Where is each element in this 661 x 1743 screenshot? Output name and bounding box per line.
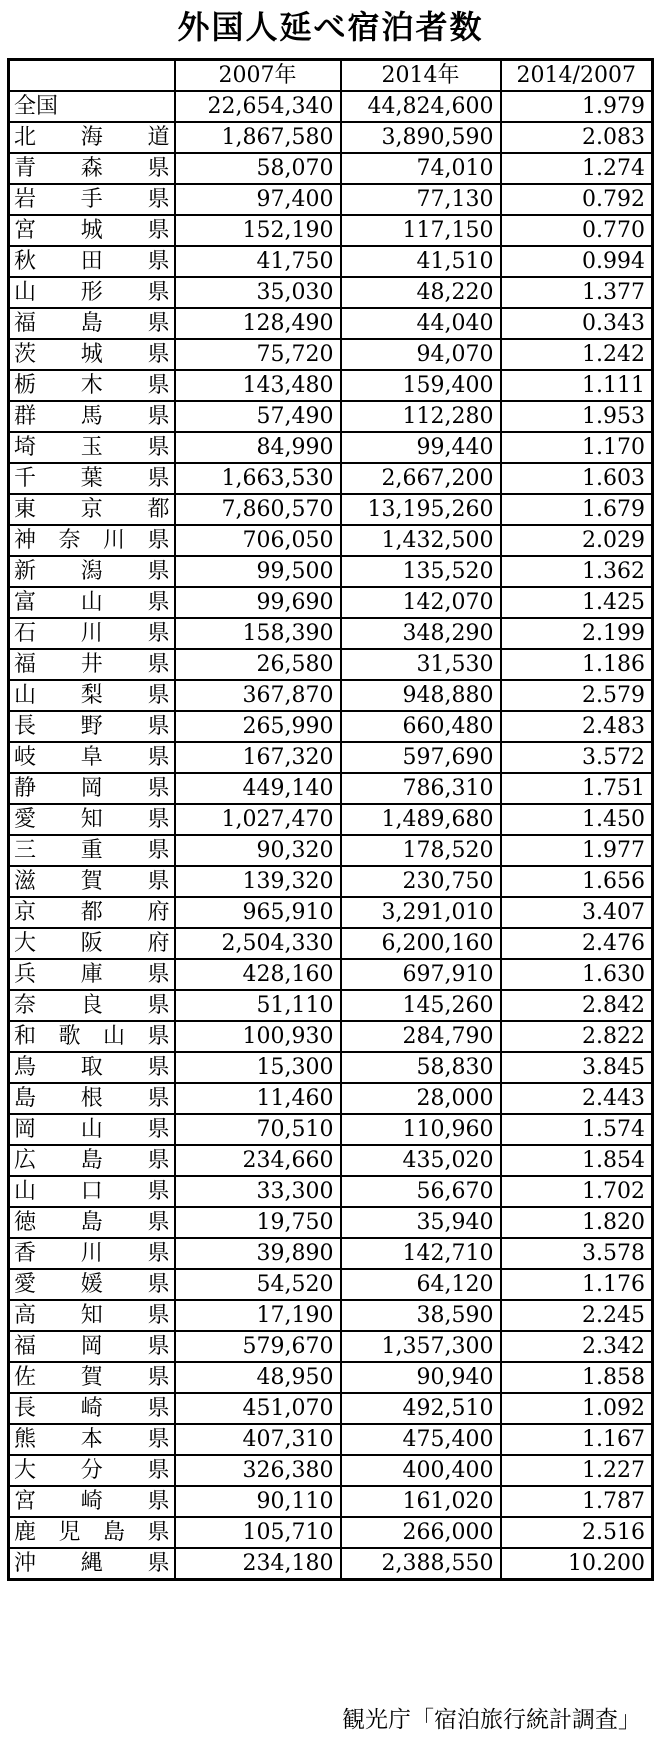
value-2007: 451,070 — [175, 1393, 341, 1424]
ratio-value: 2.822 — [501, 1021, 653, 1052]
prefecture-name — [9, 525, 175, 556]
prefecture-name — [9, 1021, 175, 1052]
prefecture-name-text: 東 京 都 — [14, 497, 170, 522]
prefecture-name-text: 鳥 取 県 — [14, 1055, 170, 1080]
prefecture-name — [9, 649, 175, 680]
ratio-value: 1.167 — [501, 1424, 653, 1455]
prefecture-name-text: 岩 手 県 — [14, 187, 170, 212]
value-2014: 948,880 — [341, 680, 501, 711]
prefecture-name-text: 鹿 児 島 県 — [14, 1520, 170, 1545]
prefecture-name — [9, 494, 175, 525]
prefecture-name — [9, 742, 175, 773]
prefecture-name-text: 長 野 県 — [14, 714, 170, 739]
value-2014: 400,400 — [341, 1455, 501, 1486]
table-row — [9, 649, 653, 680]
value-2014: 178,520 — [341, 835, 501, 866]
value-2007: 51,110 — [175, 990, 341, 1021]
table-row — [9, 308, 653, 339]
table-row — [9, 370, 653, 401]
ratio-value: 3.578 — [501, 1238, 653, 1269]
value-2007: 33,300 — [175, 1176, 341, 1207]
table-row — [9, 711, 653, 742]
ratio-value: 1.362 — [501, 556, 653, 587]
ratio-value: 2.842 — [501, 990, 653, 1021]
ratio-value: 2.245 — [501, 1300, 653, 1331]
value-2014: 2,667,200 — [341, 463, 501, 494]
prefecture-name-text: 栃 木 県 — [14, 373, 170, 398]
value-2014: 35,940 — [341, 1207, 501, 1238]
value-2007: 99,690 — [175, 587, 341, 618]
table-row — [9, 928, 653, 959]
value-2007: 41,750 — [175, 246, 341, 277]
prefecture-name — [9, 339, 175, 370]
header-2007: 2007年 — [175, 60, 341, 92]
ratio-value: 3.572 — [501, 742, 653, 773]
value-2007: 48,950 — [175, 1362, 341, 1393]
value-2014: 284,790 — [341, 1021, 501, 1052]
prefecture-name — [9, 959, 175, 990]
value-2007: 152,190 — [175, 215, 341, 246]
table-row — [9, 897, 653, 928]
prefecture-name-text: 滋 賀 県 — [14, 869, 170, 894]
table-row — [9, 866, 653, 897]
prefecture-name — [9, 246, 175, 277]
prefecture-name — [9, 1455, 175, 1486]
ratio-value: 1.242 — [501, 339, 653, 370]
value-2007: 1,027,470 — [175, 804, 341, 835]
value-2014: 660,480 — [341, 711, 501, 742]
ratio-value: 0.343 — [501, 308, 653, 339]
prefecture-name — [9, 1052, 175, 1083]
value-2007: 84,990 — [175, 432, 341, 463]
ratio-value: 1.953 — [501, 401, 653, 432]
prefecture-name-text: 山 梨 県 — [14, 683, 170, 708]
table-row — [9, 835, 653, 866]
value-2014: 1,357,300 — [341, 1331, 501, 1362]
prefecture-name-text: 愛 知 県 — [14, 807, 170, 832]
prefecture-name — [9, 1393, 175, 1424]
prefecture-name — [9, 1362, 175, 1393]
ratio-value: 1.574 — [501, 1114, 653, 1145]
value-2014: 56,670 — [341, 1176, 501, 1207]
header-ratio: 2014/2007 — [501, 60, 653, 92]
prefecture-name-text: 大 阪 府 — [14, 931, 170, 956]
value-2007: 19,750 — [175, 1207, 341, 1238]
value-2007: 11,460 — [175, 1083, 341, 1114]
prefecture-name — [9, 1207, 175, 1238]
ratio-value: 1.751 — [501, 773, 653, 804]
value-2007: 965,910 — [175, 897, 341, 928]
prefecture-name-text: 広 島 県 — [14, 1148, 170, 1173]
prefecture-name-text: 北 海 道 — [14, 125, 170, 150]
prefecture-name — [9, 711, 175, 742]
prefecture-name-text: 徳 島 県 — [14, 1210, 170, 1235]
prefecture-name-text: 佐 賀 県 — [14, 1365, 170, 1390]
prefecture-name — [9, 1424, 175, 1455]
value-2007: 7,860,570 — [175, 494, 341, 525]
value-2014: 786,310 — [341, 773, 501, 804]
table-row — [9, 215, 653, 246]
prefecture-name-text: 新 潟 県 — [14, 559, 170, 584]
prefecture-name — [9, 1145, 175, 1176]
ratio-value: 0.792 — [501, 184, 653, 215]
prefecture-name-text: 福 島 県 — [14, 311, 170, 336]
prefecture-name-text: 石 川 県 — [14, 621, 170, 646]
prefecture-name-text: 山 形 県 — [14, 280, 170, 305]
prefecture-name-text: 岡 山 県 — [14, 1117, 170, 1142]
table-row — [9, 339, 653, 370]
table-row — [9, 1486, 653, 1517]
value-2014: 159,400 — [341, 370, 501, 401]
prefecture-name — [9, 1114, 175, 1145]
value-2014: 31,530 — [341, 649, 501, 680]
prefecture-name — [9, 618, 175, 649]
value-2014: 435,020 — [341, 1145, 501, 1176]
table-row — [9, 246, 653, 277]
table-row — [9, 463, 653, 494]
prefecture-name — [9, 153, 175, 184]
value-2014: 58,830 — [341, 1052, 501, 1083]
prefecture-name-text: 福 井 県 — [14, 652, 170, 677]
value-2007: 2,504,330 — [175, 928, 341, 959]
table-row — [9, 990, 653, 1021]
prefecture-name-text: 岐 阜 県 — [14, 745, 170, 770]
prefecture-name — [9, 401, 175, 432]
ratio-value: 2.476 — [501, 928, 653, 959]
value-2007: 90,320 — [175, 835, 341, 866]
value-2007: 97,400 — [175, 184, 341, 215]
ratio-value: 1.858 — [501, 1362, 653, 1393]
value-2007: 139,320 — [175, 866, 341, 897]
prefecture-name-text: 福 岡 県 — [14, 1334, 170, 1359]
prefecture-name-text: 青 森 県 — [14, 156, 170, 181]
value-2014: 74,010 — [341, 153, 501, 184]
prefecture-name-text: 和 歌 山 県 — [14, 1024, 170, 1049]
value-2007: 326,380 — [175, 1455, 341, 1486]
value-2014: 117,150 — [341, 215, 501, 246]
prefecture-name-text: 山 口 県 — [14, 1179, 170, 1204]
value-2014: 41,510 — [341, 246, 501, 277]
prefecture-name-text: 島 根 県 — [14, 1086, 170, 1111]
ratio-value: 2.342 — [501, 1331, 653, 1362]
value-2014: 492,510 — [341, 1393, 501, 1424]
prefecture-name — [9, 587, 175, 618]
table-row — [9, 1393, 653, 1424]
prefecture-name — [9, 370, 175, 401]
prefecture-name-text: 神 奈 川 県 — [14, 528, 170, 553]
prefecture-name: 全国 — [9, 91, 175, 122]
value-2007: 15,300 — [175, 1052, 341, 1083]
table-row — [9, 1455, 653, 1486]
prefecture-name — [9, 184, 175, 215]
prefecture-name — [9, 308, 175, 339]
value-2014: 2,388,550 — [341, 1548, 501, 1580]
ratio-value: 1.979 — [501, 91, 653, 122]
prefecture-name — [9, 215, 175, 246]
value-2007: 54,520 — [175, 1269, 341, 1300]
value-2014: 697,910 — [341, 959, 501, 990]
value-2007: 407,310 — [175, 1424, 341, 1455]
value-2007: 26,580 — [175, 649, 341, 680]
table-row — [9, 1424, 653, 1455]
value-2014: 38,590 — [341, 1300, 501, 1331]
value-2007: 128,490 — [175, 308, 341, 339]
value-2007: 99,500 — [175, 556, 341, 587]
ratio-value: 1.854 — [501, 1145, 653, 1176]
table-row — [9, 91, 653, 122]
value-2007: 234,660 — [175, 1145, 341, 1176]
table-row — [9, 618, 653, 649]
table-row — [9, 587, 653, 618]
value-2014: 44,824,600 — [341, 91, 501, 122]
value-2007: 265,990 — [175, 711, 341, 742]
value-2014: 348,290 — [341, 618, 501, 649]
prefecture-name — [9, 1300, 175, 1331]
prefecture-name — [9, 122, 175, 153]
prefecture-name — [9, 1238, 175, 1269]
ratio-value: 1.656 — [501, 866, 653, 897]
prefecture-name — [9, 432, 175, 463]
prefecture-name — [9, 866, 175, 897]
ratio-value: 1.787 — [501, 1486, 653, 1517]
table-row — [9, 1269, 653, 1300]
prefecture-name — [9, 1548, 175, 1580]
value-2014: 142,070 — [341, 587, 501, 618]
table-row — [9, 401, 653, 432]
prefecture-name-text: 長 崎 県 — [14, 1396, 170, 1421]
prefecture-name-text: 香 川 県 — [14, 1241, 170, 1266]
prefecture-name-text: 埼 玉 県 — [14, 435, 170, 460]
value-2014: 1,489,680 — [341, 804, 501, 835]
ratio-value: 1.092 — [501, 1393, 653, 1424]
value-2007: 1,867,580 — [175, 122, 341, 153]
prefecture-name — [9, 463, 175, 494]
prefecture-name-text: 秋 田 県 — [14, 249, 170, 274]
value-2014: 64,120 — [341, 1269, 501, 1300]
value-2007: 167,320 — [175, 742, 341, 773]
prefecture-name — [9, 990, 175, 1021]
table-row — [9, 1083, 653, 1114]
value-2007: 39,890 — [175, 1238, 341, 1269]
ratio-value: 1.170 — [501, 432, 653, 463]
value-2014: 99,440 — [341, 432, 501, 463]
ratio-value: 2.083 — [501, 122, 653, 153]
table-row — [9, 680, 653, 711]
header-row — [9, 60, 653, 92]
table-row — [9, 1114, 653, 1145]
value-2014: 3,890,590 — [341, 122, 501, 153]
value-2007: 449,140 — [175, 773, 341, 804]
table-row — [9, 184, 653, 215]
value-2014: 6,200,160 — [341, 928, 501, 959]
table-row — [9, 959, 653, 990]
ratio-value: 1.820 — [501, 1207, 653, 1238]
prefecture-name — [9, 1083, 175, 1114]
value-2014: 597,690 — [341, 742, 501, 773]
prefecture-name — [9, 556, 175, 587]
value-2007: 75,720 — [175, 339, 341, 370]
source-note: 観光庁「宿泊旅行統計調査」 — [342, 1707, 641, 1733]
prefecture-name — [9, 277, 175, 308]
ratio-value: 1.702 — [501, 1176, 653, 1207]
prefecture-name-text: 奈 良 県 — [14, 993, 170, 1018]
value-2007: 706,050 — [175, 525, 341, 556]
ratio-value: 1.425 — [501, 587, 653, 618]
table-row — [9, 1021, 653, 1052]
ratio-value: 3.845 — [501, 1052, 653, 1083]
ratio-value: 1.111 — [501, 370, 653, 401]
table-row — [9, 525, 653, 556]
table-row — [9, 742, 653, 773]
value-2007: 22,654,340 — [175, 91, 341, 122]
ratio-value: 1.977 — [501, 835, 653, 866]
table-row — [9, 122, 653, 153]
ratio-value: 2.516 — [501, 1517, 653, 1548]
value-2007: 58,070 — [175, 153, 341, 184]
ratio-value: 2.029 — [501, 525, 653, 556]
ratio-value: 2.199 — [501, 618, 653, 649]
value-2007: 90,110 — [175, 1486, 341, 1517]
prefecture-name — [9, 835, 175, 866]
ratio-value: 2.579 — [501, 680, 653, 711]
value-2014: 3,291,010 — [341, 897, 501, 928]
value-2014: 142,710 — [341, 1238, 501, 1269]
table-row — [9, 1300, 653, 1331]
value-2007: 17,190 — [175, 1300, 341, 1331]
table-body — [9, 91, 653, 1580]
prefecture-name-text: 京 都 府 — [14, 900, 170, 925]
value-2014: 266,000 — [341, 1517, 501, 1548]
table-row — [9, 556, 653, 587]
table-row — [9, 773, 653, 804]
table-row — [9, 1517, 653, 1548]
prefecture-name-text: 沖 縄 県 — [14, 1551, 170, 1576]
prefecture-name — [9, 1176, 175, 1207]
table-row — [9, 277, 653, 308]
table-row — [9, 494, 653, 525]
prefecture-name-text: 大 分 県 — [14, 1458, 170, 1483]
prefecture-name-text: 千 葉 県 — [14, 466, 170, 491]
prefecture-name-text: 高 知 県 — [14, 1303, 170, 1328]
ratio-value: 3.407 — [501, 897, 653, 928]
value-2014: 90,940 — [341, 1362, 501, 1393]
value-2007: 35,030 — [175, 277, 341, 308]
prefecture-name — [9, 1486, 175, 1517]
value-2014: 94,070 — [341, 339, 501, 370]
prefecture-name-text: 宮 城 県 — [14, 218, 170, 243]
table-row — [9, 432, 653, 463]
table-row — [9, 1145, 653, 1176]
prefecture-name — [9, 1517, 175, 1548]
ratio-value: 1.176 — [501, 1269, 653, 1300]
page-title: 外国人延べ宿泊者数 — [177, 8, 484, 46]
prefecture-name — [9, 804, 175, 835]
value-2014: 135,520 — [341, 556, 501, 587]
table-row — [9, 804, 653, 835]
prefecture-name-text: 三 重 県 — [14, 838, 170, 863]
header-2014: 2014年 — [341, 60, 501, 92]
value-2007: 367,870 — [175, 680, 341, 711]
ratio-value: 2.443 — [501, 1083, 653, 1114]
value-2007: 579,670 — [175, 1331, 341, 1362]
value-2014: 44,040 — [341, 308, 501, 339]
prefecture-name — [9, 928, 175, 959]
value-2007: 234,180 — [175, 1548, 341, 1580]
prefecture-name-text: 静 岡 県 — [14, 776, 170, 801]
value-2007: 1,663,530 — [175, 463, 341, 494]
value-2014: 77,130 — [341, 184, 501, 215]
value-2007: 158,390 — [175, 618, 341, 649]
ratio-value: 1.603 — [501, 463, 653, 494]
ratio-value: 0.770 — [501, 215, 653, 246]
value-2007: 57,490 — [175, 401, 341, 432]
data-table — [7, 58, 654, 1581]
ratio-value: 2.483 — [501, 711, 653, 742]
prefecture-name — [9, 1269, 175, 1300]
value-2007: 105,710 — [175, 1517, 341, 1548]
value-2014: 230,750 — [341, 866, 501, 897]
prefecture-name — [9, 680, 175, 711]
ratio-value: 1.679 — [501, 494, 653, 525]
value-2014: 475,400 — [341, 1424, 501, 1455]
table-row — [9, 1548, 653, 1580]
value-2007: 100,930 — [175, 1021, 341, 1052]
value-2007: 70,510 — [175, 1114, 341, 1145]
table-row — [9, 1176, 653, 1207]
prefecture-name-text: 茨 城 県 — [14, 342, 170, 367]
value-2014: 112,280 — [341, 401, 501, 432]
table-row — [9, 153, 653, 184]
value-2007: 143,480 — [175, 370, 341, 401]
table-row — [9, 1207, 653, 1238]
prefecture-name — [9, 897, 175, 928]
prefecture-name-text: 富 山 県 — [14, 590, 170, 615]
ratio-value: 1.274 — [501, 153, 653, 184]
table-row — [9, 1238, 653, 1269]
ratio-value: 10.200 — [501, 1548, 653, 1580]
table-row — [9, 1331, 653, 1362]
ratio-value: 1.377 — [501, 277, 653, 308]
ratio-value: 1.450 — [501, 804, 653, 835]
value-2007: 428,160 — [175, 959, 341, 990]
prefecture-name-text: 愛 媛 県 — [14, 1272, 170, 1297]
value-2014: 110,960 — [341, 1114, 501, 1145]
value-2014: 28,000 — [341, 1083, 501, 1114]
prefecture-name-text: 群 馬 県 — [14, 404, 170, 429]
value-2014: 1,432,500 — [341, 525, 501, 556]
value-2014: 13,195,260 — [341, 494, 501, 525]
value-2014: 161,020 — [341, 1486, 501, 1517]
ratio-value: 1.186 — [501, 649, 653, 680]
value-2014: 48,220 — [341, 277, 501, 308]
ratio-value: 1.630 — [501, 959, 653, 990]
prefecture-name — [9, 773, 175, 804]
value-2014: 145,260 — [341, 990, 501, 1021]
ratio-value: 0.994 — [501, 246, 653, 277]
table-row — [9, 1052, 653, 1083]
prefecture-name-text: 熊 本 県 — [14, 1427, 170, 1452]
prefecture-name — [9, 1331, 175, 1362]
header-blank — [9, 60, 175, 92]
table-row — [9, 1362, 653, 1393]
prefecture-name-text: 兵 庫 県 — [14, 962, 170, 987]
prefecture-name-text: 宮 崎 県 — [14, 1489, 170, 1514]
ratio-value: 1.227 — [501, 1455, 653, 1486]
